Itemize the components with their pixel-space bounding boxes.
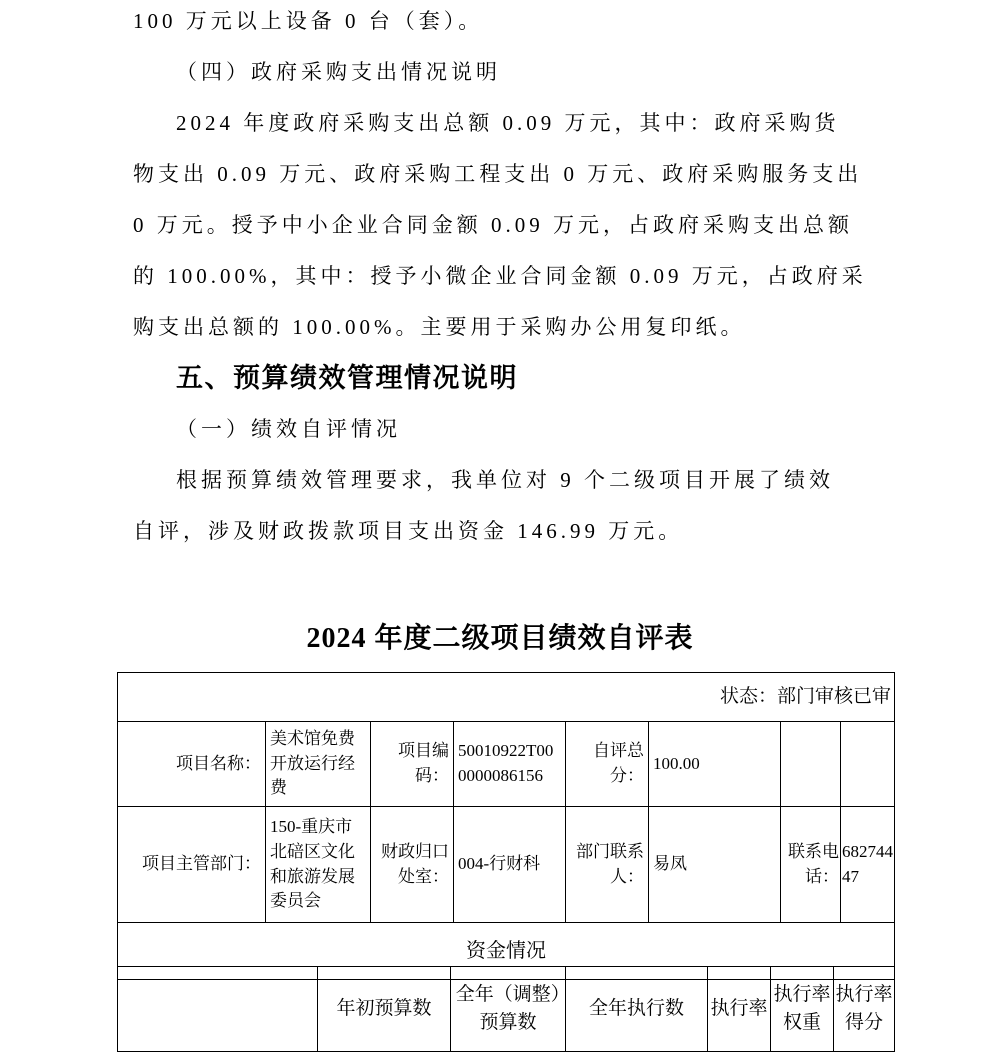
rate-weight-header: 执行率权重 — [771, 967, 834, 1052]
funds-section-header: 资金情况 — [118, 923, 895, 980]
initial-budget-header: 年初预算数 — [318, 967, 451, 1052]
office-label: 财政归口处室： — [371, 807, 454, 923]
phone-value: 68274447 — [841, 807, 895, 923]
empty-cell — [118, 967, 318, 1052]
self-evaluation-table — [117, 672, 895, 980]
subsection-heading: （一）绩效自评情况 — [176, 417, 401, 441]
table-row — [118, 967, 895, 1052]
table-row — [118, 722, 895, 807]
dept-label: 项目主管部门： — [118, 807, 266, 923]
rate-score-header: 执行率得分 — [834, 967, 895, 1052]
paragraph-line: （四）政府采购支出情况说明 — [176, 60, 501, 84]
contact-label: 部门联系人： — [566, 807, 649, 923]
paragraph-line: 100 万元以上设备 0 台（套）。 — [133, 9, 484, 33]
table-row — [118, 673, 895, 722]
body-text — [133, 0, 903, 557]
paragraph-line: 2024 年度政府采购支出总额 0.09 万元，其中：政府采购货 — [176, 111, 840, 135]
self-score-value: 100.00 — [649, 722, 781, 807]
self-score-label: 自评总分： — [566, 722, 649, 807]
paragraph-line: 购支出总额的 100.00%。主要用于采购办公用复印纸。 — [133, 315, 746, 339]
paragraph-line: 0 万元。授予中小企业合同金额 0.09 万元，占政府采购支出总额 — [133, 213, 853, 237]
section-heading: 五、预算绩效管理情况说明 — [176, 363, 518, 393]
execution-rate-header: 执行率 — [708, 967, 771, 1052]
funds-header-table — [117, 966, 895, 1052]
paragraph-line: 根据预算绩效管理要求，我单位对 9 个二级项目开展了绩效 — [176, 468, 834, 492]
table-row — [118, 807, 895, 923]
table-title: 2024 年度二级项目绩效自评表 — [306, 623, 694, 654]
annual-execution-header: 全年执行数 — [566, 967, 708, 1052]
office-value: 004-行财科 — [454, 807, 566, 923]
dept-value: 150-重庆市北碚区文化和旅游发展委员会 — [266, 807, 371, 923]
empty-cell — [781, 722, 841, 807]
adjusted-budget-header: 全年（调整）预算数 — [451, 967, 566, 1052]
empty-cell — [841, 722, 895, 807]
paragraph-line: 自评，涉及财政拨款项目支出资金 146.99 万元。 — [133, 519, 684, 543]
paragraph-line: 物支出 0.09 万元、政府采购工程支出 0 万元、政府采购服务支出 — [133, 162, 863, 186]
project-name-value: 美术馆免费开放运行经费 — [266, 722, 371, 807]
contact-value: 易凤 — [649, 807, 781, 923]
paragraph-line: 的 100.00%，其中：授予小微企业合同金额 0.09 万元，占政府采 — [133, 264, 867, 288]
project-code-label: 项目编码： — [371, 722, 454, 807]
project-code-value: 50010922T000000086156 — [454, 722, 566, 807]
project-name-label: 项目名称： — [118, 722, 266, 807]
phone-label: 联系电话： — [781, 807, 841, 923]
status-badge: 状态：部门审核已审 — [118, 673, 895, 722]
